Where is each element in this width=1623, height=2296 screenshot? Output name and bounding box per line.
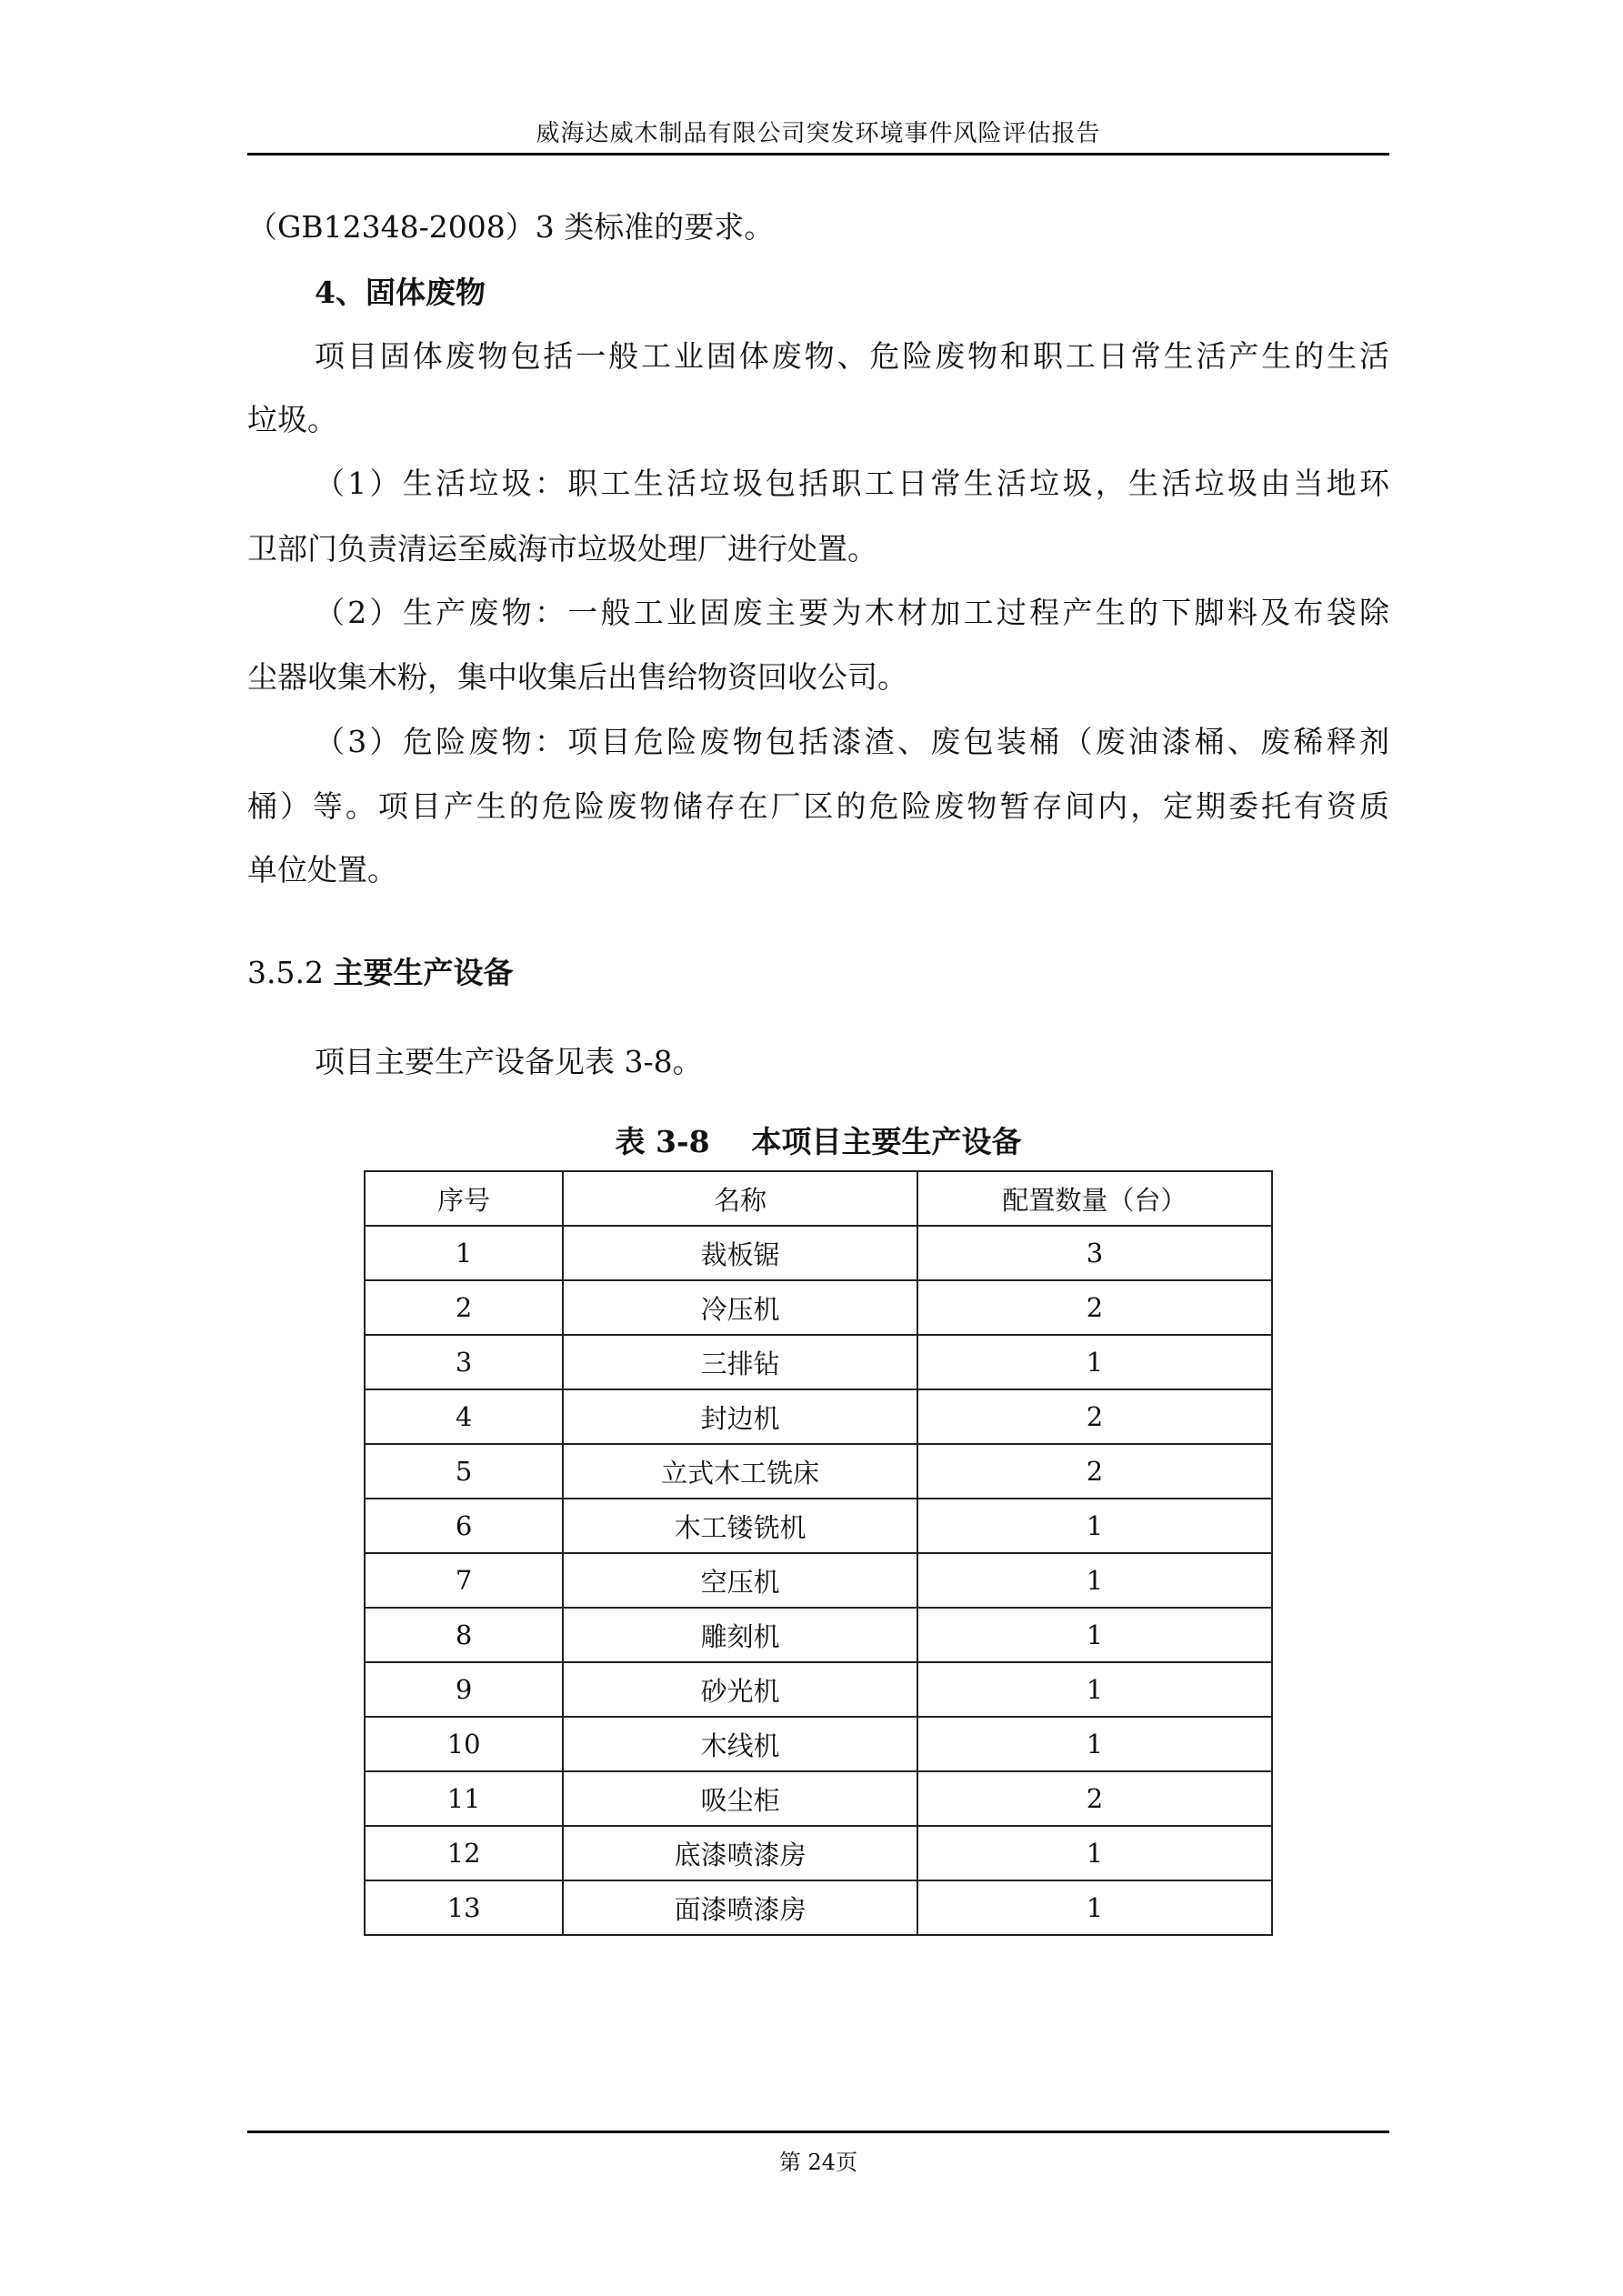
cell-index: 10: [365, 1717, 563, 1771]
paragraph-1-line-2: 垃圾。: [247, 402, 337, 437]
table-caption: [247, 1118, 1389, 1161]
cell-quantity: 1: [917, 1608, 1272, 1662]
heading-solid-waste: 4、固体废物: [315, 275, 486, 310]
cell-quantity: 1: [917, 1553, 1272, 1608]
cell-index: 11: [365, 1771, 563, 1826]
section-heading: [247, 955, 513, 991]
cell-quantity: 1: [917, 1717, 1272, 1771]
table-caption-number: 表 3-8: [615, 1124, 710, 1159]
cell-name: 冷压机: [563, 1280, 917, 1335]
cell-name: 空压机: [563, 1553, 917, 1608]
cell-index: 13: [365, 1880, 563, 1935]
cell-name: 吸尘柜: [563, 1771, 917, 1826]
page-number: 第 24页: [778, 2150, 858, 2175]
paragraph-3-line-1: （2）生产废物：一般工业固废主要为木材加工过程产生的下脚料及布袋除: [315, 595, 1389, 630]
table-row: [365, 1826, 1272, 1880]
table-row: [365, 1444, 1272, 1499]
table-header-row: [365, 1171, 1272, 1226]
cell-name: 三排钻: [563, 1335, 917, 1389]
cell-index: 4: [365, 1389, 563, 1444]
header-name: 名称: [563, 1171, 917, 1226]
table-row: [365, 1280, 1272, 1335]
paragraph-1-line-1: 项目固体废物包括一般工业固体废物、危险废物和职工日常生活产生的生活: [315, 338, 1389, 374]
section-title: 主要生产设备: [333, 955, 514, 990]
table-row: [365, 1717, 1272, 1771]
header-index: 序号: [365, 1171, 563, 1226]
cell-index: 3: [365, 1335, 563, 1389]
table-row: [365, 1662, 1272, 1717]
cell-index: 5: [365, 1444, 563, 1499]
cell-name: 雕刻机: [563, 1608, 917, 1662]
paragraph-2-line-2: 卫部门负责清运至威海市垃圾处理厂进行处置。: [247, 531, 877, 566]
table-row: [365, 1226, 1272, 1280]
table-row: [365, 1499, 1272, 1553]
cell-name: 裁板锯: [563, 1226, 917, 1280]
cell-quantity: 1: [917, 1335, 1272, 1389]
section-number: 3.5.2: [247, 955, 324, 990]
cell-index: 2: [365, 1280, 563, 1335]
cell-index: 8: [365, 1608, 563, 1662]
footer-rule: [247, 2131, 1389, 2133]
cell-quantity: 1: [917, 1880, 1272, 1935]
cell-name: 木工镂铣机: [563, 1499, 917, 1553]
header-rule: [247, 153, 1389, 155]
table-row: [365, 1389, 1272, 1444]
table-row: [365, 1335, 1272, 1389]
cell-name: 面漆喷漆房: [563, 1880, 917, 1935]
cell-name: 底漆喷漆房: [563, 1826, 917, 1880]
paragraph-5: 项目主要生产设备见表 3-8。: [315, 1044, 703, 1079]
paragraph-3-line-2: 尘器收集木粉，集中收集后出售给物资回收公司。: [247, 659, 907, 695]
equipment-table: [364, 1170, 1273, 1936]
cell-name: 立式木工铣床: [563, 1444, 917, 1499]
cell-name: 砂光机: [563, 1662, 917, 1717]
cell-name: 封边机: [563, 1389, 917, 1444]
cell-quantity: 3: [917, 1226, 1272, 1280]
cell-quantity: 1: [917, 1499, 1272, 1553]
page-header-title: 威海达威木制品有限公司突发环境事件风险评估报告: [536, 120, 1101, 147]
cell-quantity: 2: [917, 1389, 1272, 1444]
cell-quantity: 2: [917, 1280, 1272, 1335]
cell-index: 9: [365, 1662, 563, 1717]
cell-quantity: 2: [917, 1444, 1272, 1499]
standard-reference-line: （GB12348-2008）3 类标准的要求。: [247, 209, 775, 245]
cell-quantity: 1: [917, 1662, 1272, 1717]
paragraph-4-line-1: （3）危险废物：项目危险废物包括漆渣、废包装桶（废油漆桶、废稀释剂: [315, 724, 1389, 759]
table-row: [365, 1608, 1272, 1662]
cell-index: 6: [365, 1499, 563, 1553]
table-row: [365, 1771, 1272, 1826]
cell-index: 1: [365, 1226, 563, 1280]
cell-index: 12: [365, 1826, 563, 1880]
paragraph-4-line-2: 桶）等。项目产生的危险废物储存在厂区的危险废物暂存间内，定期委托有资质: [247, 788, 1389, 824]
cell-name: 木线机: [563, 1717, 917, 1771]
cell-index: 7: [365, 1553, 563, 1608]
paragraph-4-line-3: 单位处置。: [247, 852, 397, 887]
cell-quantity: 2: [917, 1771, 1272, 1826]
cell-quantity: 1: [917, 1826, 1272, 1880]
paragraph-2-line-1: （1）生活垃圾：职工生活垃圾包括职工日常生活垃圾，生活垃圾由当地环: [315, 466, 1389, 501]
table-row: [365, 1880, 1272, 1935]
table-row: [365, 1553, 1272, 1608]
table-caption-title: 本项目主要生产设备: [751, 1124, 1022, 1159]
header-quantity: 配置数量（台）: [917, 1171, 1272, 1226]
